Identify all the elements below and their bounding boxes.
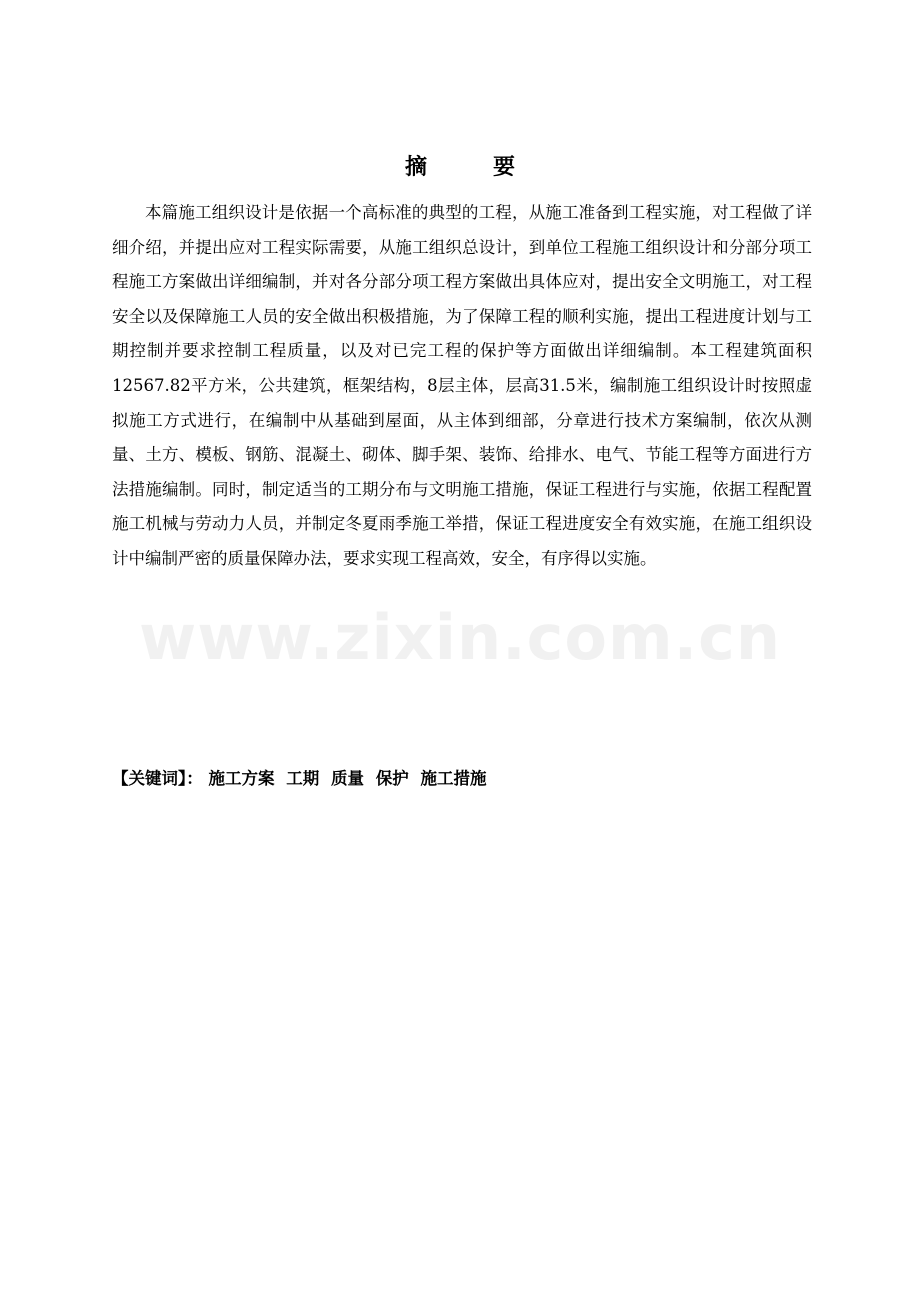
keyword: 质量 — [331, 769, 364, 788]
keyword: 施工方案 — [208, 769, 275, 788]
keyword: 施工措施 — [420, 769, 487, 788]
abstract-body: 本篇施工组织设计是依据一个高标准的典型的工程，从施工准备到工程实施，对工程做了详细介绍，并提出应对工程实际需要，从施工组织总设计，到单位工程施工组织设计和分部分项工程施工方案做出详细编制，并对各分部分项工程方案做出具体应对，提出安全文明施工，对工程安全以及保障施工人员的安全做出积极措施，为了保障工程的顺利实施，提出工程进度计划与工期控制并要求控制工程质量，以及对已完工程的保护等方面做出详细编制。本工程建筑面积12567.82平方米，公共建筑，框架结构，8层主体，层高31.5米，编制施工组织设计时按照虚拟施工方式进行，在编制中从基础到屋面，从主体到细部，分章进行技术方案编制，依次从测量、土方、模板、钢筋、混凝土、砌体、脚手架、装饰、给排水、电气、节能工程等方面进行方法措施编制。同时，制定适当的工期分布与文明施工措施，保证工程进行与实施，依据工程配置施工机械与劳动力人员，并制定冬夏雨季施工举措，保证工程进度安全有效实施，在施工组织设计中编制严密的质量保障办法，要求实现工程高效，安全，有序得以实施。 — [112, 203, 812, 568]
keywords-line — [112, 765, 812, 793]
keyword: 保护 — [375, 769, 409, 788]
keyword: 工期 — [286, 769, 320, 788]
keywords-label: 【关键词】： — [112, 769, 203, 788]
abstract-title: 摘 要 — [404, 155, 537, 180]
watermark: www.zixin.com.cn — [138, 601, 782, 674]
